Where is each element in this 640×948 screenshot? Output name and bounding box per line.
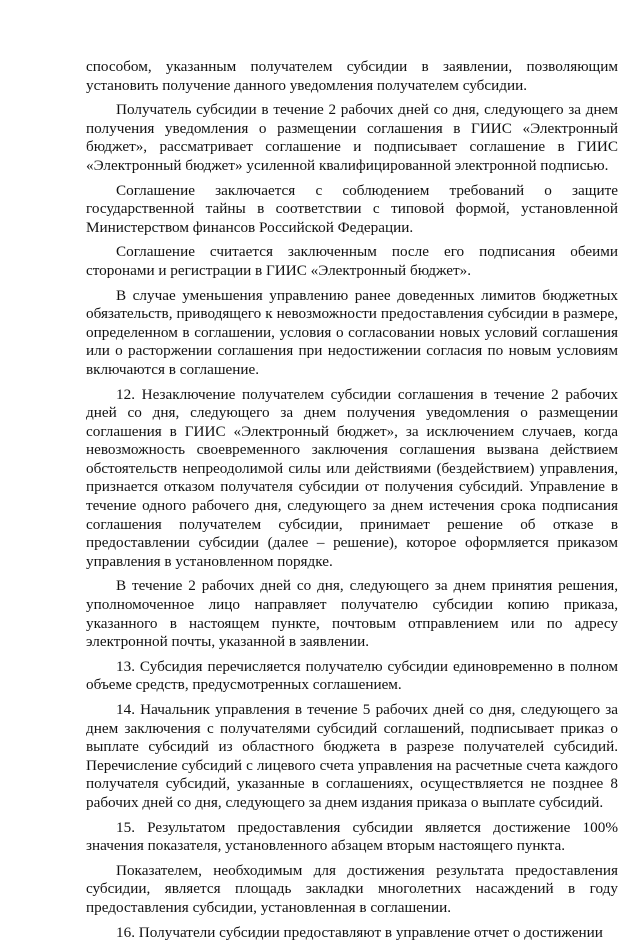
- paragraph-concluded: Соглашение считается заключенным после его подписания обеими сторонами и регистрации в ГИИС «Электронный бюджет».: [86, 243, 618, 279]
- paragraph-item-16: 16. Получатели субсидии предоставляют в управление отчет о достижении: [116, 923, 603, 941]
- paragraph-order-copy: В течение 2 рабочих дней со дня, следующего за днем принятия решения, уполномоченное лицо направляет получателю субсидии копию приказа, указанного в настоящем пункте, почтовым отправлением или по адресу электронной почты, указанной в заявлении.: [86, 577, 618, 651]
- document-page: [86, 58, 618, 948]
- paragraph-item-12: 12. Незаключение получателем субсидии соглашения в течение 2 рабочих дней со дня, следующего за днем получения уведомления о размещении соглашения в ГИИС «Электронный бюджет», за исключением случаев, когда невозможность своевременного заключения соглашения вызвана действием обстоятельств непреодолимой силы или действиями (бездействием) управления, признается отказом получателя субсидии от получения субсидий. Управление в течение одного рабочего дня, следующего за днем истечения срока подписания соглашения получателем субсидии, принимает решение об отказе в предоставлении субсидии (далее – решение), которое оформляется приказом управления в установленном порядке.: [86, 385, 618, 570]
- paragraph-indicator: Показателем, необходимым для достижения результата предоставления субсидии, является площадь закладки многолетних насаждений в году предоставления субсидии, установленная в соглашении.: [86, 861, 618, 916]
- paragraph-signing-deadline: Получатель субсидии в течение 2 рабочих дней со дня, следующего за днем получения уведомления о размещении соглашения в ГИИС «Электронный бюджет», рассматривает соглашение и подписывает соглашение в ГИИС «Электронный бюджет» усиленной квалифицированной электронной подписью.: [86, 101, 618, 174]
- paragraph-item-14: 14. Начальник управления в течение 5 рабочих дней со дня, следующего за днем заключения с получателями субсидий соглашений, подписывает приказ о выплате субсидий из областного бюджета в разрезе получателей субсидий. Перечисление субсидий с лицевого счета управления на расчетные счета каждого получателя субсидий, указанные в соглашениях, осуществляется не позднее 8 рабочих дней со дня, следующего за днем издания приказа о выплате субсидий.: [86, 701, 618, 811]
- paragraph-item-13: 13. Субсидия перечисляется получателю субсидии единовременно в полном объеме средств, предусмотренных соглашением.: [86, 657, 618, 694]
- paragraph-continuation: способом, указанным получателем субсидии в заявлении, позволяющим установить получение данного уведомления получателем субсидии.: [86, 58, 618, 94]
- paragraph-item-15: 15. Результатом предоставления субсидии является достижение 100% значения показателя, установленного абзацем вторым настоящего пункта.: [86, 818, 618, 855]
- paragraph-budget-limits: В случае уменьшения управлению ранее доведенных лимитов бюджетных обязательств, приводящего к невозможности предоставления субсидии в размере, определенном в соглашении, условия о согласовании новых условий соглашения или о расторжении соглашения при недостижении согласия по новым условиям включаются в соглашение.: [86, 286, 618, 378]
- paragraph-state-secret: Соглашение заключается с соблюдением требований о защите государственной тайны в соответствии с типовой формой, установленной Министерством финансов Российской Федерации.: [86, 181, 618, 236]
